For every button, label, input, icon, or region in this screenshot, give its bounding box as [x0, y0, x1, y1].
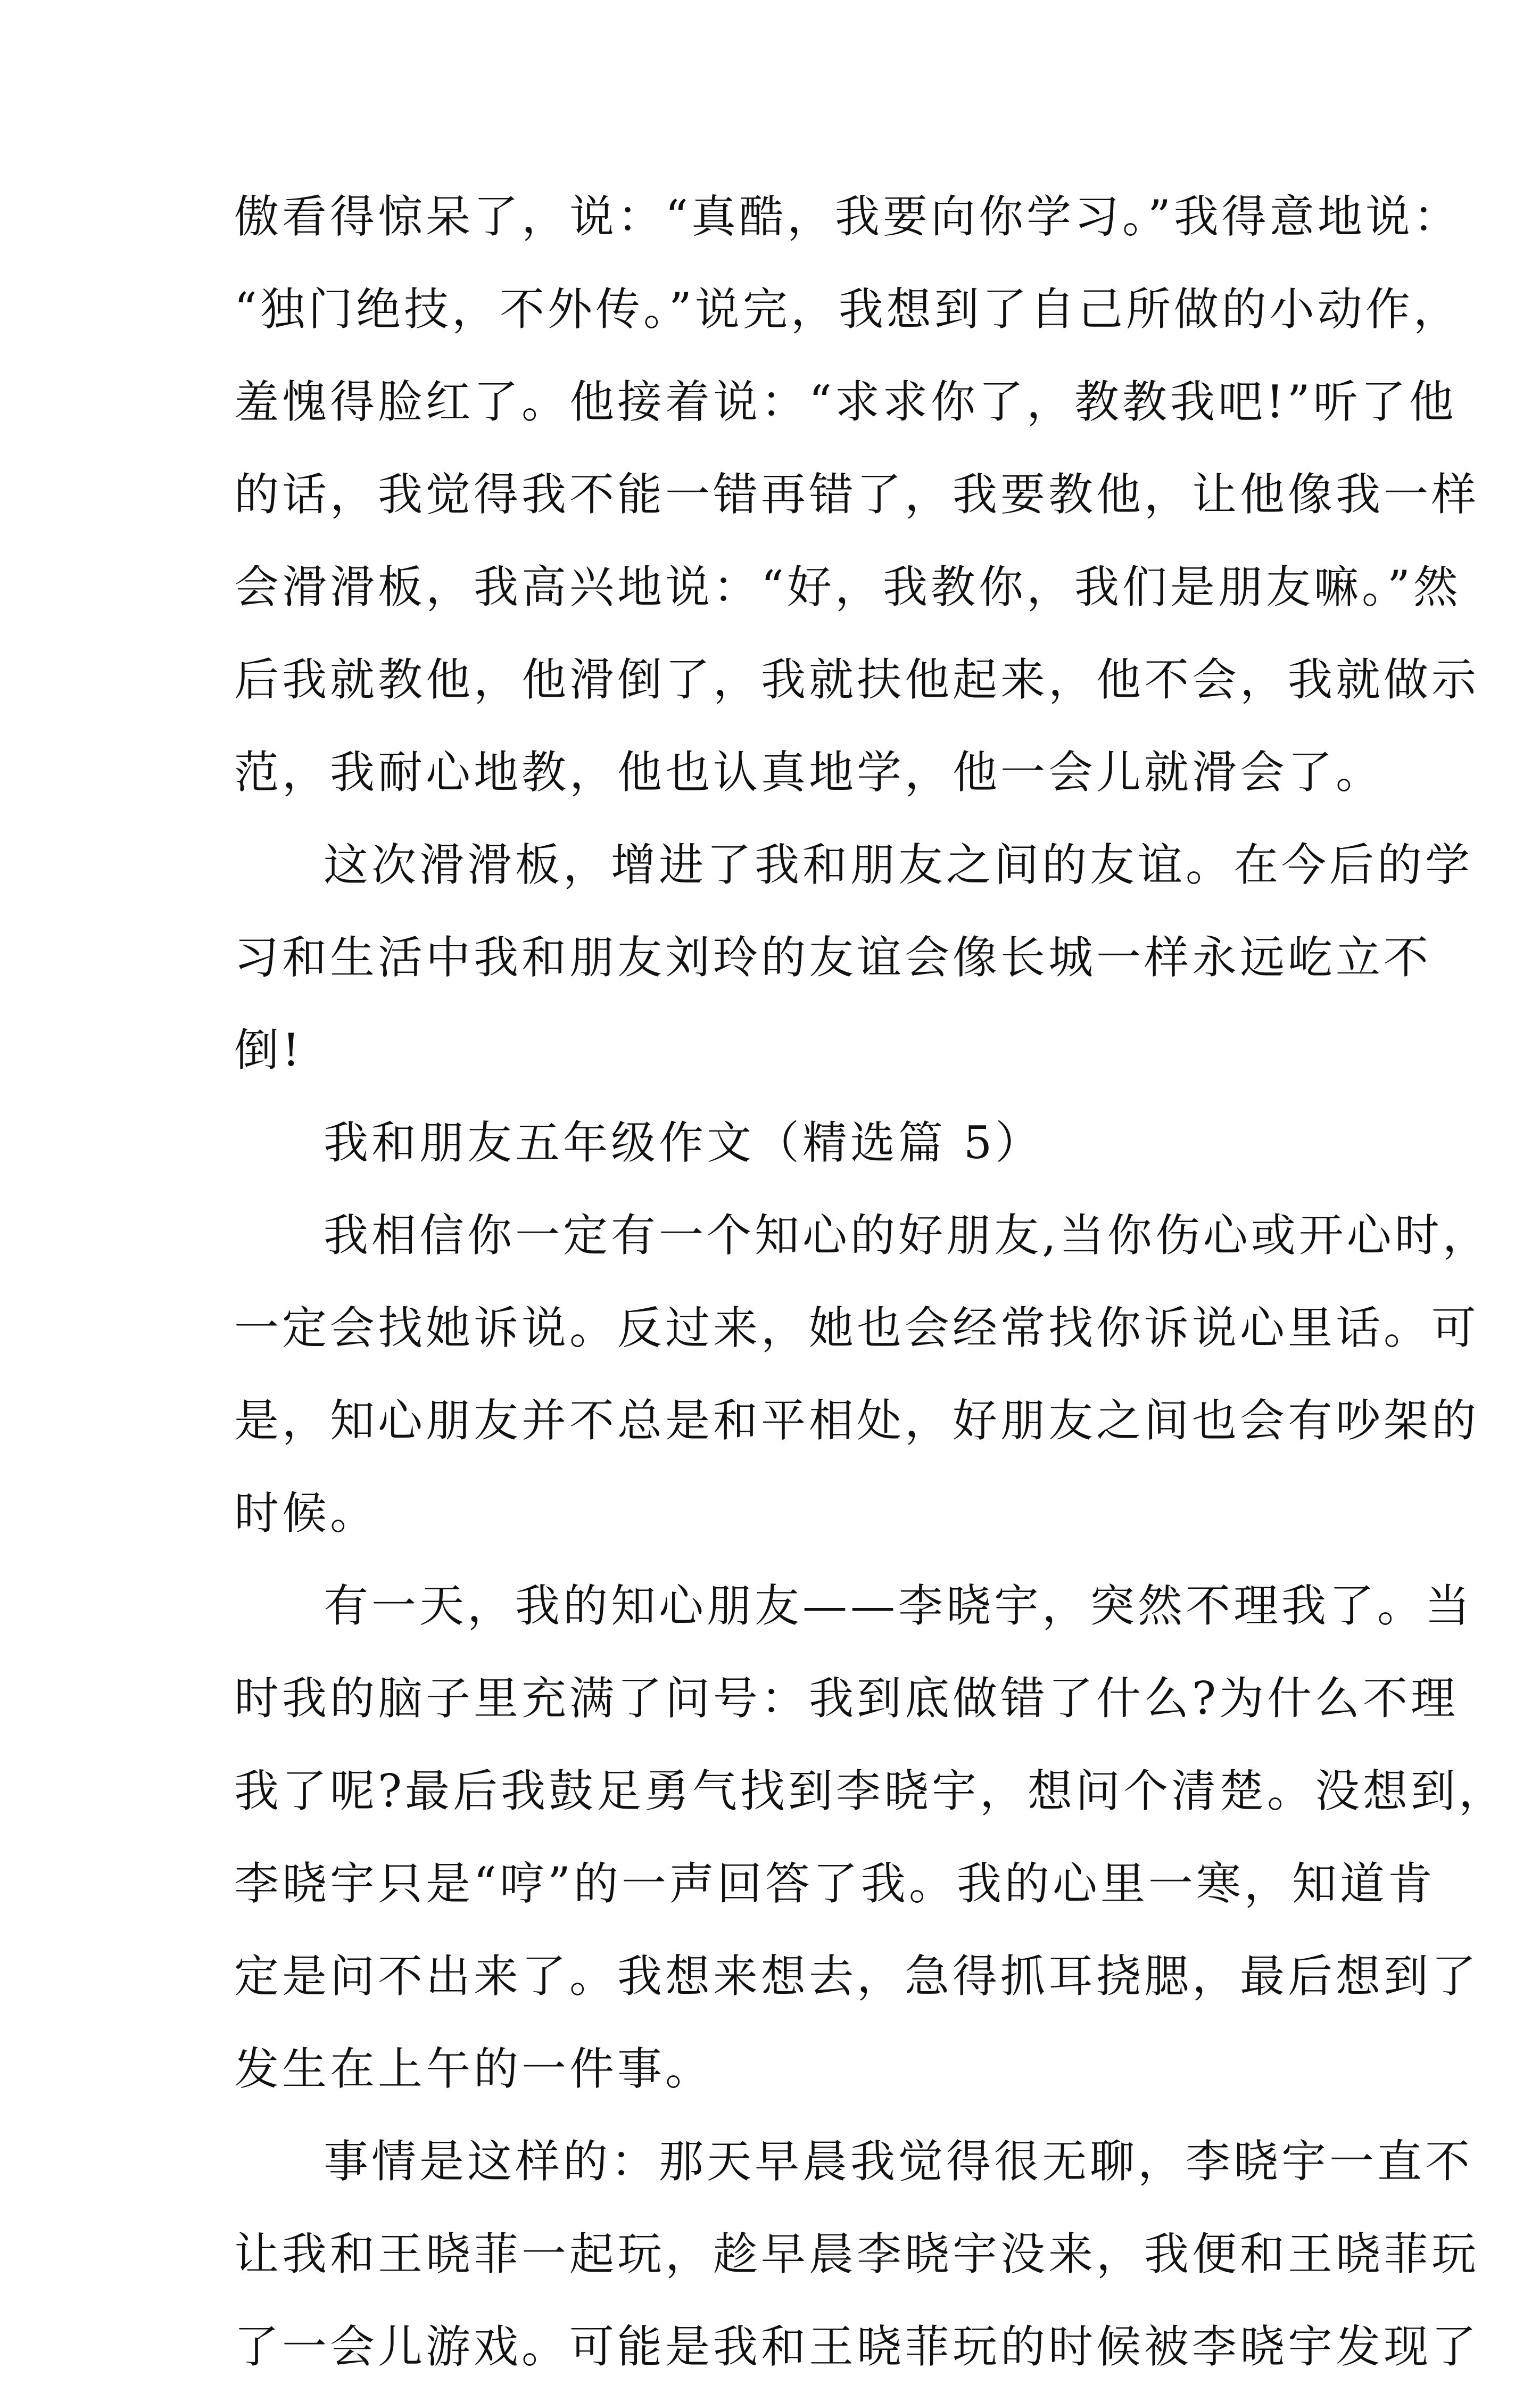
text-line: 让我和王晓菲一起玩，趁早晨李晓宇没来，我便和王晓菲玩: [234, 2228, 1480, 2280]
section-heading: 我和朋友五年级作文（精选篇 5）: [324, 1117, 1044, 1169]
text-line: 一定会找她诉说。反过来，她也会经常找你诉说心里话。可: [234, 1302, 1480, 1354]
text-line: 倒!: [234, 1024, 303, 1076]
text-line: 时候。: [234, 1487, 378, 1539]
text-line: “独门绝技，不外传。”说完，我想到了自己所做的小动作，: [234, 283, 1461, 335]
text-line: 是，知心朋友并不总是和平相处，好朋友之间也会有吵架的: [234, 1394, 1480, 1447]
text-line: 范，我耐心地教，他也认真地学，他一会儿就滑会了。: [234, 746, 1384, 798]
paragraph-start-line: 这次滑滑板，增进了我和朋友之间的友谊。在今后的学: [324, 839, 1473, 891]
text-line: 李晓宇只是“哼”的一声回答了我。我的心里一寒，知道肯: [234, 1858, 1436, 1910]
paragraph-start-line: 我相信你一定有一个知心的好朋友,当你伤心或开心时，: [324, 1209, 1491, 1261]
text-line: 了一会儿游戏。可能是我和王晓菲玩的时候被李晓宇发现了: [234, 2321, 1480, 2373]
text-line: 发生在上午的一件事。: [234, 2043, 714, 2095]
text-line: 的话，我觉得我不能一错再错了，我要教他，让他像我一样: [234, 468, 1480, 521]
paragraph-start-line: 事情是这样的：那天早晨我觉得很无聊，李晓宇一直不: [324, 2135, 1473, 2188]
text-line: 定是问不出来了。我想来想去，急得抓耳挠腮，最后想到了: [234, 1950, 1480, 2002]
text-line: 我了呢?最后我鼓足勇气找到李晓宇，想问个清楚。没想到，: [234, 1765, 1507, 1817]
text-line: 习和生活中我和朋友刘玲的友谊会像长城一样永远屹立不: [234, 931, 1432, 984]
text-line: 傲看得惊呆了，说：“真酷，我要向你学习。”我得意地说：: [234, 191, 1461, 243]
text-line: 时我的脑子里充满了问号：我到底做错了什么?为什么不理: [234, 1672, 1459, 1724]
text-line: 羞愧得脸红了。他接着说：“求求你了，教教我吧!”听了他: [234, 376, 1457, 428]
text-line: 会滑滑板，我高兴地说：“好，我教你，我们是朋友嘛。”然: [234, 561, 1461, 613]
document-body: [234, 170, 1507, 2393]
text-line: 后我就教他，他滑倒了，我就扶他起来，他不会，我就做示: [234, 654, 1480, 706]
paragraph-start-line: 有一天，我的知心朋友——李晓宇，突然不理我了。当: [324, 1580, 1473, 1632]
